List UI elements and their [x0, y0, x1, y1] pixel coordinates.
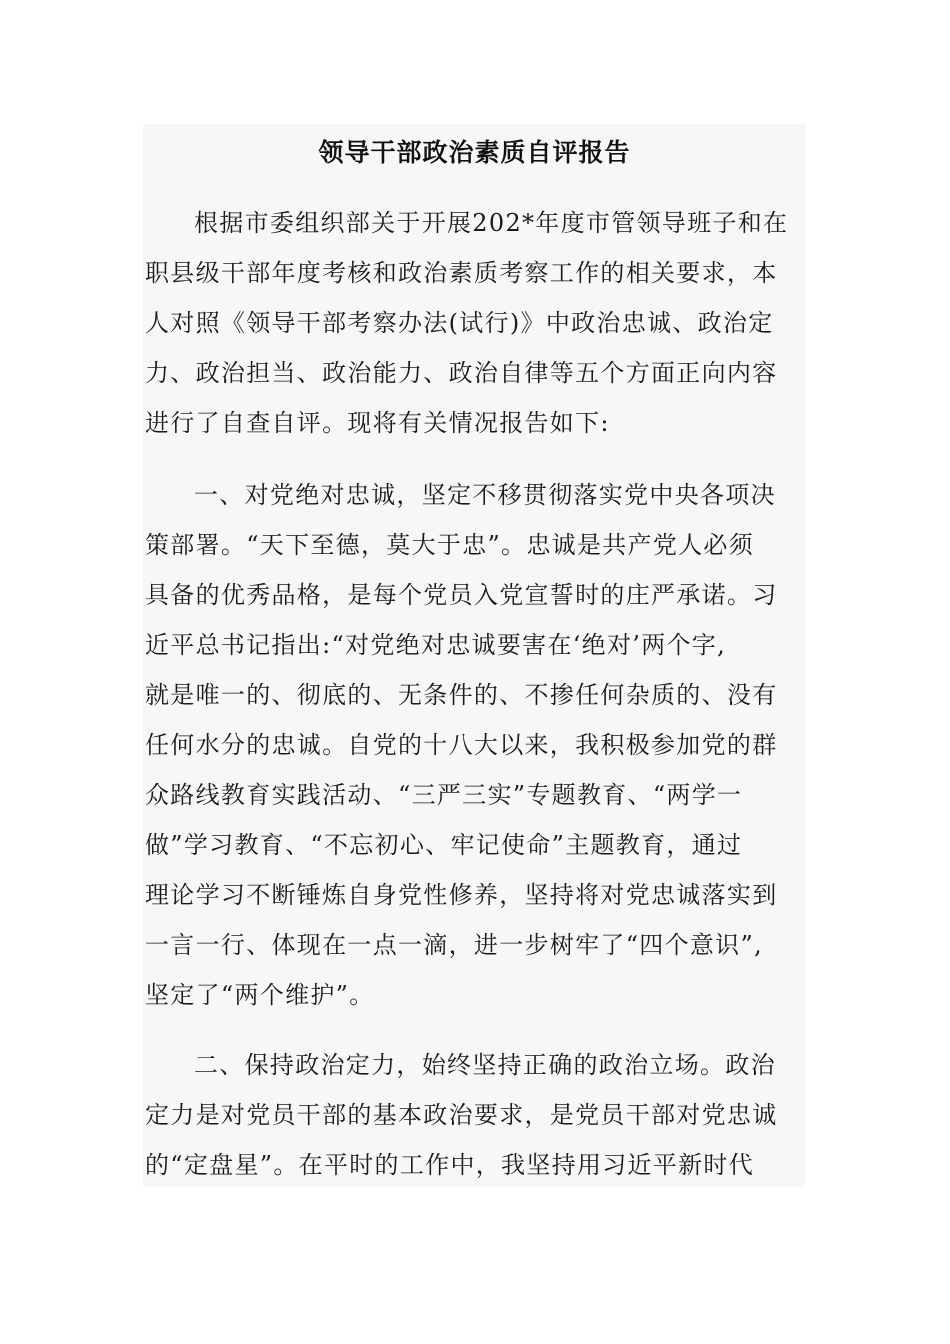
paragraph-line: 做”学习教育、“不忘初心、牢记使命”主题教育，通过 [145, 831, 743, 859]
paragraph-line: 坚定了“两个维护”。 [145, 981, 375, 1009]
paragraph-line: 力、政治担当、政治能力、政治自律等五个方面正向内容 [145, 359, 778, 387]
paragraph-line: 一言一行、体现在一点一滴，进一步树牢了“四个意识”, [145, 931, 763, 959]
paragraph-line: 具备的优秀品格，是每个党员入党宣誓时的庄严承诺。习 [145, 581, 778, 609]
paragraph-line: 众路线教育实践活动、“三严三实”专题教育、“两学一 [145, 781, 743, 809]
paragraph-line: 策部署。“天下至德，莫大于忠”。忠诚是共产党人必须 [145, 531, 755, 559]
paragraph-line: 近平总书记指出:“对党绝对忠诚要害在‘绝对’两个字, [145, 631, 727, 659]
paragraph-line: 的“定盘星”。在平时的工作中，我坚持用习近平新时代 [145, 1151, 755, 1179]
document-title: 领导干部政治素质自评报告 [318, 138, 631, 167]
paragraph-line: 进行了自查自评。现将有关情况报告如下: [145, 409, 610, 437]
paragraph-line: 任何水分的忠诚。自党的十八大以来，我积极参加党的群 [145, 731, 778, 759]
paragraph-line: 根据市委组织部关于开展202*年度市管领导班子和在 [194, 209, 789, 237]
document-body [143, 124, 806, 1187]
paragraph-line: 人对照《领导干部考察办法(试行)》中政治忠诚、政治定 [145, 309, 774, 337]
paragraph-line: 二、保持政治定力，始终坚持正确的政治立场。政治 [194, 1051, 776, 1079]
paragraph-line: 一、对党绝对忠诚，坚定不移贯彻落实党中央各项决 [194, 481, 776, 509]
paragraph-line: 理论学习不断锤炼自身党性修养，坚持将对党忠诚落实到 [145, 881, 778, 909]
paragraph-line: 职县级干部年度考核和政治素质考察工作的相关要求，本 [145, 259, 778, 287]
paragraph-line: 定力是对党员干部的基本政治要求，是党员干部对党忠诚 [145, 1101, 778, 1129]
paragraph-line: 就是唯一的、彻底的、无条件的、不掺任何杂质的、没有 [145, 681, 778, 709]
